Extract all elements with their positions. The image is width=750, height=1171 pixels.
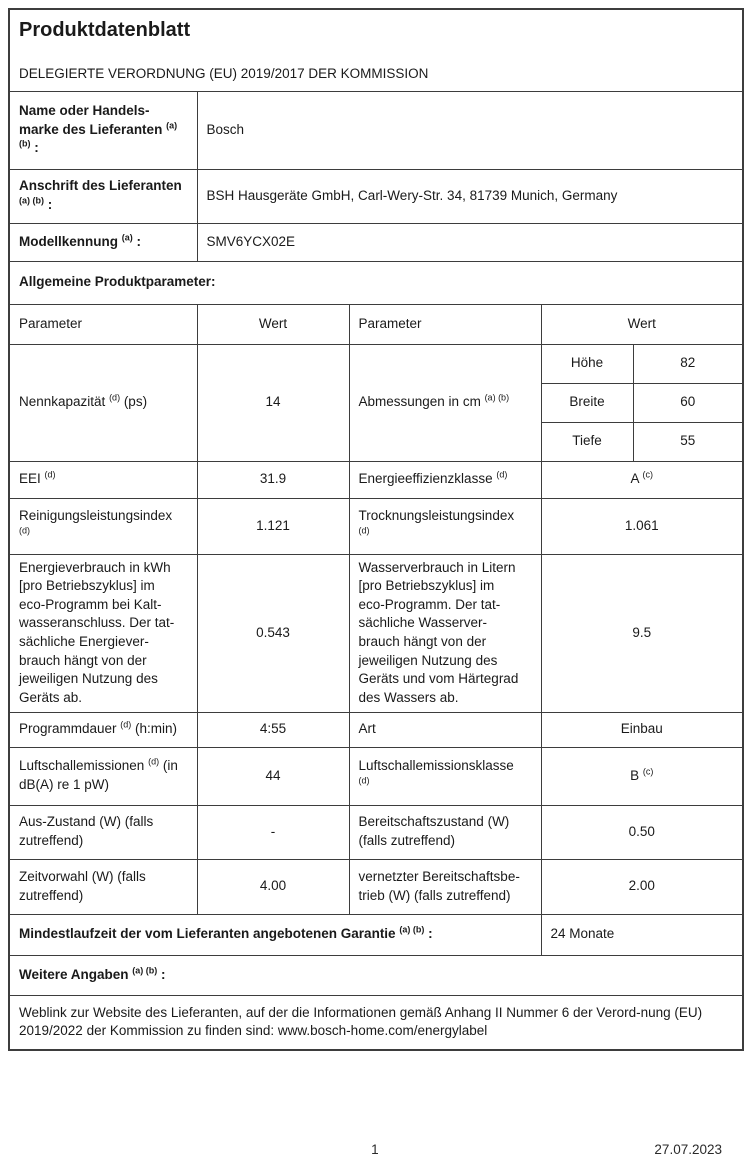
dim-height-label: Höhe bbox=[541, 344, 633, 383]
param-delay-start-label: Zeitvorwahl (W) (falls zutreffend) bbox=[9, 859, 197, 914]
model-id-value: SMV6YCX02E bbox=[197, 223, 743, 261]
param-eei-label: EEI $^{(d)}$ bbox=[9, 461, 197, 498]
param-networked-standby-label: vernetzter Bereitschaftsbe-trieb (W) (falls zutreffend) bbox=[349, 859, 541, 914]
param-drying-index-label: Trocknungsleistungsindex $^{(d)}$ bbox=[349, 498, 541, 554]
param-water-consumption-value: 9.5 bbox=[541, 554, 743, 712]
param-off-mode-label: Aus-Zustand (W) (falls zutreffend) bbox=[9, 805, 197, 859]
dim-height-value: 82 bbox=[633, 344, 743, 383]
col-header-wert-right: Wert bbox=[541, 304, 743, 344]
param-cleaning-index-value: 1.121 bbox=[197, 498, 349, 554]
param-off-mode-value: - bbox=[197, 805, 349, 859]
col-header-wert-left: Wert bbox=[197, 304, 349, 344]
warranty-label: Mindestlaufzeit der vom Lieferanten angebotenen Garantie $^{(a) (b)}$ : bbox=[9, 914, 541, 955]
param-program-duration-value: 4:55 bbox=[197, 712, 349, 747]
document-date: 27.07.2023 bbox=[654, 1142, 722, 1157]
param-standby-value: 0.50 bbox=[541, 805, 743, 859]
page-number: 1 bbox=[371, 1142, 379, 1157]
param-type-label: Art bbox=[349, 712, 541, 747]
param-networked-standby-value: 2.00 bbox=[541, 859, 743, 914]
page-title: Produktdatenblatt bbox=[19, 18, 191, 41]
param-drying-index-value: 1.061 bbox=[541, 498, 743, 554]
param-type-value: Einbau bbox=[541, 712, 743, 747]
col-header-parameter-left: Parameter bbox=[9, 304, 197, 344]
dim-depth-value: 55 bbox=[633, 422, 743, 461]
warranty-value: 24 Monate bbox=[541, 914, 743, 955]
supplier-name-value: Bosch bbox=[197, 91, 743, 169]
weblink-text: Weblink zur Website des Lieferanten, auf der die Informationen gemäß Anhang II Nummer 6 der Verord-nung (EU) 2019/2022 der Kommission zu finden sind: www.bosch-home.com/energylabel bbox=[9, 995, 743, 1050]
param-energy-class-value: A $^{(c)}$ bbox=[541, 461, 743, 498]
param-noise-class-label: Luftschallemissionsklasse $^{(d)}$ bbox=[349, 747, 541, 805]
param-energy-consumption-label: Energieverbrauch in kWh [pro Betriebszyklus] im eco-Programm bei Kalt- wasseranschluss. Der tat- sächliche Energiever- brauch hängt von der jeweiligen Nutzung des Geräts ab. bbox=[9, 554, 197, 712]
param-noise-emission-label: Luftschallemissionen $^{(d)}$ (in dB(A) re 1 pW) bbox=[9, 747, 197, 805]
section-heading: Allgemeine Produktparameter: bbox=[9, 261, 743, 304]
param-noise-class-value: B $^{(c)}$ bbox=[541, 747, 743, 805]
param-standby-label: Bereitschaftszustand (W) (falls zutreffend) bbox=[349, 805, 541, 859]
regulation-subtitle: DELEGIERTE VERORDNUNG (EU) 2019/2017 DER KOMMISSION bbox=[19, 66, 429, 82]
param-dimensions-label: Abmessungen in cm $^{(a) (b)}$ bbox=[349, 344, 541, 461]
param-program-duration-label: Programmdauer $^{(d)}$ (h:min) bbox=[9, 712, 197, 747]
title-block bbox=[9, 9, 743, 91]
additional-info-label: Weitere Angaben $^{(a) (b)}$ : bbox=[9, 955, 743, 995]
param-cleaning-index-label: Reinigungsleistungsindex $^{(d)}$ bbox=[9, 498, 197, 554]
dim-width-label: Breite bbox=[541, 383, 633, 422]
supplier-address-label: Anschrift des Lieferanten $^{(a) (b)}$ : bbox=[9, 169, 197, 223]
supplier-address-value: BSH Hausgeräte GmbH, Carl-Wery-Str. 34, 81739 Munich, Germany bbox=[197, 169, 743, 223]
param-capacity-value: 14 bbox=[197, 344, 349, 461]
col-header-parameter-right: Parameter bbox=[349, 304, 541, 344]
page-footer bbox=[8, 1142, 742, 1162]
param-energy-consumption-value: 0.543 bbox=[197, 554, 349, 712]
dim-depth-label: Tiefe bbox=[541, 422, 633, 461]
param-noise-emission-value: 44 bbox=[197, 747, 349, 805]
dim-width-value: 60 bbox=[633, 383, 743, 422]
param-energy-class-label: Energieeffizienzklasse $^{(d)}$ bbox=[349, 461, 541, 498]
param-eei-value: 31.9 bbox=[197, 461, 349, 498]
model-id-label: Modellkennung $^{(a)}$ : bbox=[9, 223, 197, 261]
supplier-name-label: Name oder Handels- marke des Lieferanten $^{(a)}$ $^{(b)}$ : bbox=[9, 91, 197, 169]
product-datasheet-table bbox=[8, 8, 744, 1051]
param-water-consumption-label: Wasserverbrauch in Litern [pro Betriebszyklus] im eco-Programm. Der tat- sächliche Wasserver- brauch hängt von der jeweiligen Nutzung des Geräts und vom Härtegrad des Wassers ab. bbox=[349, 554, 541, 712]
param-capacity-label: Nennkapazität $^{(d)}$ (ps) bbox=[9, 344, 197, 461]
param-delay-start-value: 4.00 bbox=[197, 859, 349, 914]
